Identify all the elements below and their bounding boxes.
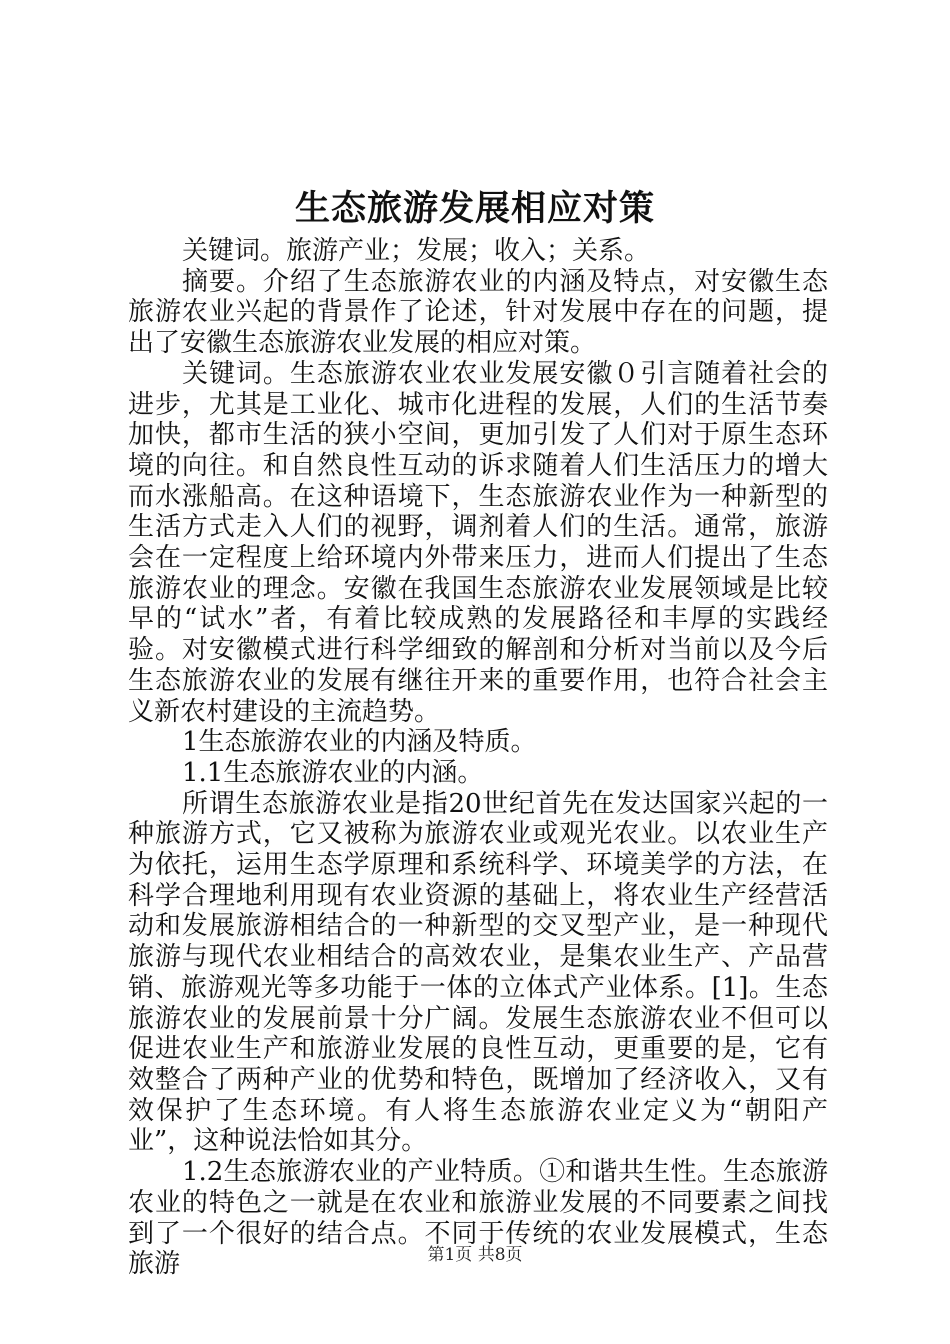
page-footer: 第1页 共8页	[427, 1245, 523, 1265]
section-heading: 1生态旅游农业的内涵及特质。	[182, 727, 537, 758]
abstract-paragraph: 摘要。介绍了生态旅游农业的内涵及特点，对安徽生态旅游农业兴起的背景作了论述，针对发展中存在的问题，提出了安徽生态旅游农业发展的相应对策。	[128, 266, 828, 359]
document-body	[128, 236, 828, 1280]
body-paragraph: 1.2生态旅游农业的产业特质。①和谐共生性。生态旅游农业的特色之一就是在农业和旅游业发展的不同要素之间找到了一个很好的结合点。不同于传统的农业发展模式，生态旅游	[128, 1157, 828, 1280]
body-paragraph: 所谓生态旅游农业是指20世纪首先在发达国家兴起的一种旅游方式，它又被称为旅游农业或观光农业。以农业生产为依托，运用生态学原理和系统科学、环境美学的方法，在科学合理地利用现有农业资源的基础上，将农业生产经营活动和发展旅游相结合的一种新型的交叉型产业，是一种现代旅游与现代农业相结合的高效农业，是集农业生产、产品营销、旅游观光等多功能于一体的立体式产业体系。[1]。生态旅游农业的发展前景十分广阔。发展生态旅游农业不但可以促进农业生产和旅游业发展的良性互动，更重要的是，它有效整合了两种产业的优势和特色，既增加了经济收入，又有效保护了生态环境。有人将生态旅游农业定义为“朝阳产业”，这种说法恰如其分。	[128, 788, 828, 1157]
document-title: 生态旅游发展相应对策	[294, 188, 655, 229]
keywords-paragraph: 关键词。旅游产业；发展；收入；关系。	[182, 236, 651, 266]
subsection-heading: 1.1生态旅游农业的内涵。	[182, 757, 484, 788]
introduction-paragraph: 关键词。生态旅游农业农业发展安徽０引言随着社会的进步，尤其是工业化、城市化进程的发展，人们的生活节奏加快，都市生活的狭小空间，更加引发了人们对于原生态环境的向往。和自然良性互动的诉求随着人们生活压力的增大而水涨船高。在这种语境下，生态旅游农业作为一种新型的生活方式走入人们的视野，调剂着人们的生活。通常，旅游会在一定程度上给环境内外带来压力，进而人们提出了生态旅游农业的理念。安徽在我国生态旅游农业发展领域是比较早的“试水”者，有着比较成熟的发展路径和丰厚的实践经验。对安徽模式进行科学细致的解剖和分析对当前以及今后生态旅游农业的发展有继往开来的重要作用，也符合社会主义新农村建设的主流趋势。	[128, 358, 828, 727]
